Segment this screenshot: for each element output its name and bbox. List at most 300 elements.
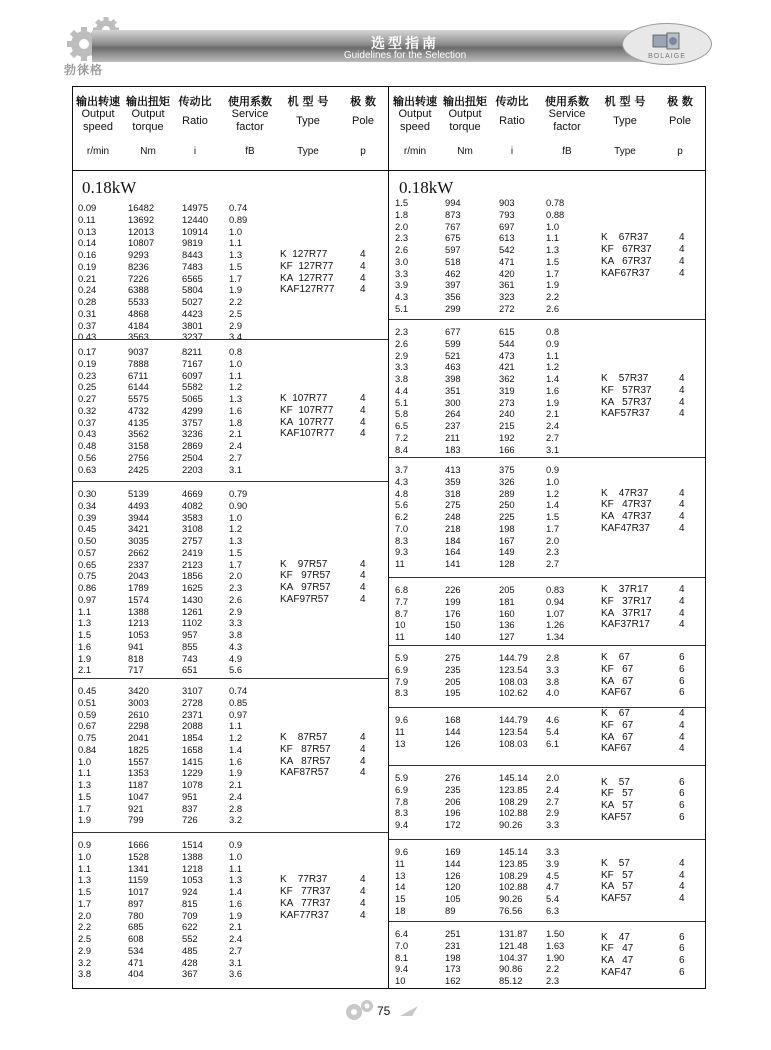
model-type: K 97R57 xyxy=(280,558,328,570)
table-cell: 1.1 xyxy=(229,720,243,732)
table-cell: 108.03 xyxy=(499,737,528,749)
table-row xyxy=(389,772,589,784)
table-cell: 90.26 xyxy=(499,893,523,904)
pole-count: 4 xyxy=(679,373,685,384)
table-row xyxy=(72,594,272,606)
table-row xyxy=(72,697,272,709)
table-cell: 0.09 xyxy=(78,202,97,213)
table-cell: 0.75 xyxy=(78,570,97,582)
table-cell: 1.07 xyxy=(546,607,565,619)
table-row xyxy=(72,358,272,370)
table-cell: 173 xyxy=(445,963,461,975)
table-cell: 1.26 xyxy=(546,619,565,631)
table-cell: 799 xyxy=(128,814,144,826)
table-cell: 128 xyxy=(499,558,515,569)
table-cell: 5.8 xyxy=(395,408,409,420)
table-cell: 767 xyxy=(445,220,461,232)
table-cell: 7888 xyxy=(128,357,149,369)
table-cell: 5.9 xyxy=(395,772,409,783)
table-row xyxy=(72,535,272,547)
table-row xyxy=(72,381,272,393)
table-cell: 0.16 xyxy=(78,249,97,260)
table-cell: 3107 xyxy=(182,685,203,696)
table-cell: 2.5 xyxy=(78,933,92,944)
table-cell: 9.4 xyxy=(395,819,409,830)
power-label: 0.18kW xyxy=(82,178,137,197)
table-cell: 924 xyxy=(182,886,198,897)
table-cell: 1.0 xyxy=(546,220,560,232)
table-cell: 226 xyxy=(445,584,461,595)
pole-count: 4 xyxy=(679,384,685,396)
model-type: K 47R37 xyxy=(601,487,649,499)
table-row xyxy=(389,881,589,893)
table-cell: 1218 xyxy=(182,862,203,874)
table-cell: 367 xyxy=(182,968,198,980)
pole-count: 4 xyxy=(360,732,366,743)
table-cell: 1.7 xyxy=(546,522,560,534)
table-cell: 1.9 xyxy=(546,279,560,291)
table-cell: 1.5 xyxy=(78,629,92,640)
table-cell: 1.2 xyxy=(546,361,560,373)
table-cell: 0.84 xyxy=(78,743,97,755)
table-cell: 2.4 xyxy=(546,420,560,431)
model-type: KF 127R77 xyxy=(280,260,334,272)
table-cell: 6.9 xyxy=(395,663,409,675)
model-type: KAF67 xyxy=(601,687,632,699)
table-cell: 3.7 xyxy=(395,464,409,475)
table-cell: 0.78 xyxy=(546,197,565,208)
pole-count: 6 xyxy=(679,800,685,812)
table-cell: 2.1 xyxy=(229,921,243,933)
table-cell: 5804 xyxy=(182,284,203,296)
table-cell: 420 xyxy=(499,267,515,279)
pole-count: 4 xyxy=(679,267,685,279)
page-number: 75 xyxy=(377,1004,391,1018)
table-row xyxy=(389,687,589,699)
table-row xyxy=(389,432,589,444)
table-row xyxy=(389,870,589,882)
table-row xyxy=(389,975,589,987)
table-cell: 1.1 xyxy=(78,605,92,617)
table-row xyxy=(389,511,589,523)
table-cell: 6.8 xyxy=(395,584,409,595)
table-cell: 0.8 xyxy=(229,346,243,357)
brand-left: 勃徕格 xyxy=(64,63,104,77)
table-cell: 2088 xyxy=(182,720,203,732)
table-cell: 1047 xyxy=(128,790,149,802)
table-cell: 7.9 xyxy=(395,675,409,687)
col-header-cn: 传动比 xyxy=(495,95,529,108)
table-cell: 3003 xyxy=(128,696,149,708)
table-cell: 2.3 xyxy=(546,975,560,986)
table-cell: 1.2 xyxy=(229,523,243,535)
table-cell: 4669 xyxy=(182,488,203,499)
table-cell: 211 xyxy=(445,431,460,443)
pole-count: 4 xyxy=(679,857,685,869)
table-row xyxy=(72,405,272,417)
table-cell: 518 xyxy=(445,255,461,267)
model-type: KF 77R37 xyxy=(280,886,331,897)
pole-count: 6 xyxy=(679,955,685,967)
col-header-unit: r/min xyxy=(86,146,110,157)
model-type: KA 57 xyxy=(601,881,634,893)
table-cell: 1625 xyxy=(182,582,203,593)
table-cell: 0.45 xyxy=(78,523,97,535)
table-cell: 1.0 xyxy=(546,475,560,487)
table-cell: 1.2 xyxy=(229,381,243,393)
table-row xyxy=(72,874,272,886)
model-type: KA 107R77 xyxy=(280,416,334,428)
table-cell: 5582 xyxy=(182,381,203,393)
table-cell: 275 xyxy=(445,652,461,663)
table-row xyxy=(72,863,272,875)
table-cell: 994 xyxy=(445,197,461,208)
table-cell: 4493 xyxy=(128,499,149,511)
table-cell: 2419 xyxy=(182,546,203,558)
table-row xyxy=(72,756,272,768)
table-cell: 1.90 xyxy=(546,951,565,963)
table-cell: 2.4 xyxy=(546,783,560,795)
col-header-cn: 极 数 xyxy=(350,95,376,108)
table-cell: 169 xyxy=(445,846,461,857)
table-cell: 102.62 xyxy=(499,687,528,699)
table-cell: 5.9 xyxy=(395,652,409,663)
col-header-unit: i xyxy=(510,146,514,157)
page-header xyxy=(0,0,771,80)
table-row xyxy=(389,350,589,362)
table-cell: 1.9 xyxy=(546,396,560,408)
table-cell: 3.0 xyxy=(395,255,409,267)
col-header-cn: 极 数 xyxy=(667,95,693,108)
table-cell: 3.8 xyxy=(78,968,92,980)
table-cell: 205 xyxy=(445,675,461,687)
table-cell: 8.3 xyxy=(395,807,409,819)
table-cell: 2610 xyxy=(128,708,149,720)
model-type: KA 97R57 xyxy=(280,582,331,593)
table-cell: 3035 xyxy=(128,535,149,546)
table-cell: 1856 xyxy=(182,570,203,582)
table-cell: 1.4 xyxy=(229,886,243,897)
section-divider xyxy=(389,577,705,578)
table-row xyxy=(72,523,272,535)
table-cell: 941 xyxy=(128,640,144,652)
table-cell: 2.4 xyxy=(229,440,243,451)
table-cell: 921 xyxy=(128,802,144,814)
model-type: K 77R37 xyxy=(280,874,328,886)
table-cell: 3.3 xyxy=(229,617,243,629)
table-row xyxy=(72,910,272,922)
pole-count: 6 xyxy=(679,943,685,955)
model-type: KA 57R37 xyxy=(601,396,652,408)
pole-count: 6 xyxy=(679,811,685,823)
table-cell: 404 xyxy=(128,968,144,980)
table-cell: 0.8 xyxy=(546,326,560,337)
table-cell: 1.0 xyxy=(229,225,243,237)
col-header-en: Type xyxy=(613,115,637,127)
table-cell: 1159 xyxy=(128,874,149,886)
table-cell: 1.4 xyxy=(546,373,560,384)
table-cell: 3.4 xyxy=(229,331,243,343)
table-cell: 5.1 xyxy=(395,302,409,314)
table-row xyxy=(72,452,272,464)
model-type: KAF77R37 xyxy=(280,909,329,921)
table-row xyxy=(72,226,272,238)
table-cell: 3.6 xyxy=(229,968,243,980)
table-cell: 0.97 xyxy=(229,708,248,720)
table-cell: 2.7 xyxy=(546,558,560,569)
table-row xyxy=(389,819,589,831)
table-cell: 300 xyxy=(445,396,461,408)
table-cell: 127 xyxy=(499,631,515,642)
table-cell: 9.6 xyxy=(395,714,409,725)
table-cell: 1.8 xyxy=(395,208,409,220)
model-type: KAF127R77 xyxy=(280,284,335,296)
table-cell: 3420 xyxy=(128,685,149,696)
model-type: KF 87R57 xyxy=(280,743,331,755)
col-header-en: Output torque xyxy=(131,108,165,133)
table-cell: 7.7 xyxy=(395,595,409,607)
pole-count: 6 xyxy=(679,663,685,675)
model-type: KF 57R37 xyxy=(601,384,652,396)
table-cell: 10 xyxy=(395,975,406,986)
table-cell: 2.9 xyxy=(395,349,409,361)
table-cell: 4.9 xyxy=(229,652,243,664)
table-cell: 2.9 xyxy=(229,605,243,617)
model-type: KAF107R77 xyxy=(280,428,335,440)
table-cell: 102.88 xyxy=(499,807,528,819)
pole-count: 4 xyxy=(360,428,366,440)
table-cell: 4.7 xyxy=(546,881,560,893)
col-header-unit: Type xyxy=(297,146,319,157)
table-cell: 6144 xyxy=(128,381,149,393)
table-cell: 13 xyxy=(395,869,406,881)
table-row xyxy=(389,631,589,643)
table-row xyxy=(389,476,589,488)
table-cell: 4.5 xyxy=(546,869,560,881)
table-cell: 8211 xyxy=(182,346,203,357)
table-row xyxy=(72,957,272,969)
table-cell: 0.17 xyxy=(78,346,97,357)
pole-count: 4 xyxy=(679,731,685,743)
pole-count: 4 xyxy=(360,767,366,779)
table-cell: 3108 xyxy=(182,523,203,535)
table-cell: 2.0 xyxy=(229,570,243,582)
pole-count: 6 xyxy=(679,687,685,699)
table-cell: 2.6 xyxy=(546,302,560,314)
table-cell: 5533 xyxy=(128,296,149,307)
col-header-unit: fB xyxy=(562,146,572,157)
table-row xyxy=(72,428,272,440)
table-cell: 421 xyxy=(499,361,515,373)
table-cell: 240 xyxy=(499,408,515,420)
table-cell: 793 xyxy=(499,208,515,220)
table-cell: 4732 xyxy=(128,404,149,416)
model-type: K 87R57 xyxy=(280,732,328,743)
table-cell: 205 xyxy=(499,584,515,595)
table-row xyxy=(389,338,589,350)
table-cell: 375 xyxy=(499,464,515,475)
table-cell: 2.2 xyxy=(78,921,92,933)
table-cell: 1.5 xyxy=(546,255,560,267)
model-type: KF 67R37 xyxy=(601,244,652,255)
pole-count: 4 xyxy=(679,869,685,881)
table-row xyxy=(389,738,589,750)
table-cell: 1528 xyxy=(128,850,149,862)
table-cell: 3.8 xyxy=(395,373,409,384)
pole-count: 4 xyxy=(679,408,685,420)
table-row xyxy=(72,582,272,594)
table-cell: 709 xyxy=(182,909,198,921)
table-cell: 2.3 xyxy=(395,232,409,244)
table-cell: 697 xyxy=(499,220,515,232)
table-cell: 8.7 xyxy=(395,607,409,619)
table-row xyxy=(389,608,589,620)
table-cell: 1102 xyxy=(182,617,203,629)
table-cell: 0.37 xyxy=(78,416,97,428)
table-cell: 167 xyxy=(499,534,515,546)
table-cell: 9037 xyxy=(128,346,149,357)
table-row xyxy=(72,968,272,980)
table-row xyxy=(389,464,589,476)
table-cell: 0.97 xyxy=(78,593,97,605)
table-cell: 2504 xyxy=(182,451,203,463)
table-cell: 0.13 xyxy=(78,225,97,237)
table-row xyxy=(72,417,272,429)
table-cell: 413 xyxy=(445,464,461,475)
table-cell: 3.3 xyxy=(546,819,560,830)
model-type: K 127R77 xyxy=(280,249,328,260)
table-cell: 2662 xyxy=(128,546,149,558)
table-cell: 1.6 xyxy=(546,384,560,396)
table-cell: 1.2 xyxy=(229,732,243,743)
table-row xyxy=(389,846,589,858)
table-cell: 145.14 xyxy=(499,846,528,857)
table-cell: 8.4 xyxy=(395,443,409,455)
table-cell: 1388 xyxy=(182,850,203,862)
table-cell: 150 xyxy=(445,619,461,631)
table-cell: 5.6 xyxy=(229,664,243,676)
table-cell: 0.24 xyxy=(78,284,97,296)
table-cell: 544 xyxy=(499,337,515,349)
table-cell: 0.9 xyxy=(78,839,92,850)
table-cell: 1825 xyxy=(128,743,149,755)
col-header-cn: 传动比 xyxy=(178,95,212,108)
table-cell: 289 xyxy=(499,487,515,499)
table-row xyxy=(72,839,272,851)
table-cell: 2.8 xyxy=(546,652,560,663)
table-cell: 4868 xyxy=(128,307,149,319)
table-cell: 3158 xyxy=(128,440,149,451)
table-cell: 6097 xyxy=(182,369,203,381)
table-cell: 5027 xyxy=(182,296,203,307)
table-cell: 195 xyxy=(445,687,461,699)
table-row xyxy=(72,570,272,582)
table-cell: 3.9 xyxy=(395,279,409,291)
col-header-cn: 机 型 号 xyxy=(287,95,329,108)
table-cell: 3236 xyxy=(182,428,203,440)
table-cell: 181 xyxy=(499,595,515,607)
table-cell: 2.1 xyxy=(546,408,560,420)
table-cell: 7.8 xyxy=(395,795,409,807)
table-cell: 2.0 xyxy=(546,772,560,783)
table-row xyxy=(389,499,589,511)
table-cell: 1.5 xyxy=(78,886,92,897)
pole-count: 4 xyxy=(360,416,366,428)
col-header-unit: Nm xyxy=(140,146,156,157)
table-cell: 3.2 xyxy=(229,814,243,826)
table-cell: 141 xyxy=(445,558,461,569)
table-cell: 9.6 xyxy=(395,846,409,857)
table-cell: 318 xyxy=(445,487,461,499)
table-row xyxy=(72,296,272,308)
table-cell: 818 xyxy=(128,652,144,664)
col-header-cn: 输出扭矩 xyxy=(126,95,170,108)
table-row xyxy=(389,385,589,397)
table-cell: 873 xyxy=(445,208,461,220)
table-cell: 0.32 xyxy=(78,404,97,416)
table-cell: 534 xyxy=(128,944,144,956)
pole-count: 4 xyxy=(360,755,366,767)
table-cell: 6.1 xyxy=(546,737,560,749)
pole-count: 4 xyxy=(679,244,685,255)
table-cell: 275 xyxy=(445,499,461,511)
table-cell: 276 xyxy=(445,772,461,783)
table-cell: 837 xyxy=(182,802,198,814)
table-cell: 0.34 xyxy=(78,499,97,511)
table-cell: 0.48 xyxy=(78,440,97,451)
col-header-en: Service factor xyxy=(231,108,269,133)
table-cell: 359 xyxy=(445,475,461,487)
footer-arrow-icon xyxy=(398,1004,420,1018)
brand-right: BOLAIGE xyxy=(648,53,686,60)
table-cell: 622 xyxy=(182,921,198,933)
section-divider xyxy=(72,832,388,833)
table-cell: 4184 xyxy=(128,319,149,331)
table-cell: 1.6 xyxy=(78,640,92,652)
page-subtitle: Guidelines for the Selection xyxy=(343,50,467,61)
table-row xyxy=(72,617,272,629)
table-cell: 1.3 xyxy=(78,874,92,886)
table-cell: 1.3 xyxy=(78,779,92,790)
table-row xyxy=(72,547,272,559)
table-cell: 1.5 xyxy=(229,260,243,272)
table-cell: 471 xyxy=(128,956,144,968)
col-header-cn: 输出扭矩 xyxy=(443,95,487,108)
table-cell: 1.3 xyxy=(229,874,243,886)
table-cell: 1.3 xyxy=(546,244,560,255)
table-cell: 4.3 xyxy=(395,475,409,487)
table-cell: 11 xyxy=(395,725,405,737)
table-row xyxy=(389,963,589,975)
table-row xyxy=(389,209,589,221)
model-type: K 107R77 xyxy=(280,393,328,404)
table-cell: 0.90 xyxy=(229,499,248,511)
table-row xyxy=(72,921,272,933)
table-cell: 1353 xyxy=(128,767,149,779)
table-cell: 8236 xyxy=(128,260,149,272)
table-row xyxy=(72,767,272,779)
table-cell: 184 xyxy=(445,534,461,546)
table-cell: 1.5 xyxy=(78,790,92,802)
col-header-en: Output torque xyxy=(448,108,482,133)
table-cell: 5.1 xyxy=(395,396,409,408)
col-header-unit: fB xyxy=(245,146,255,157)
table-cell: 5065 xyxy=(182,393,203,404)
table-cell: 1341 xyxy=(128,862,149,874)
pole-count: 4 xyxy=(360,886,366,897)
table-cell: 0.43 xyxy=(78,428,97,440)
table-cell: 485 xyxy=(182,944,198,956)
